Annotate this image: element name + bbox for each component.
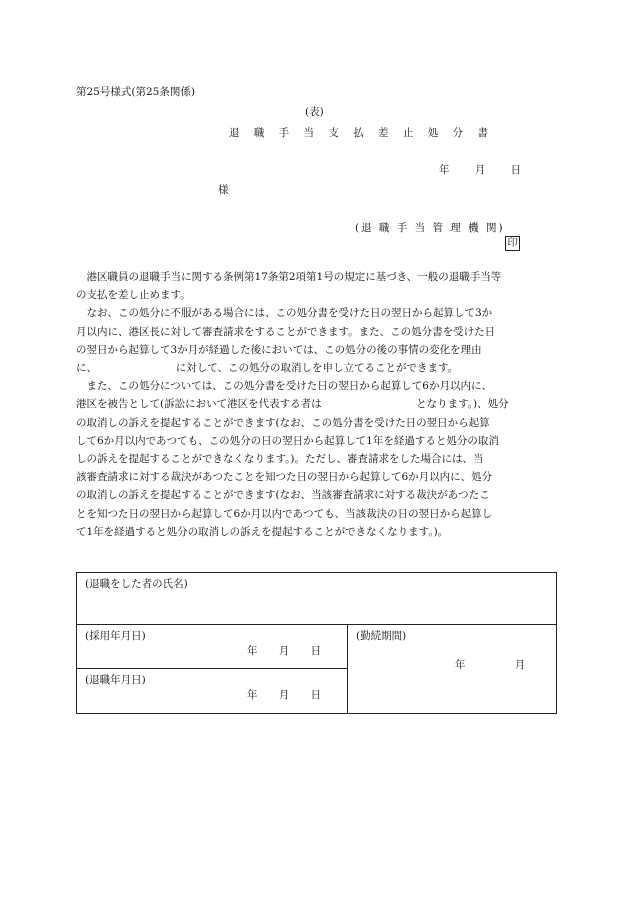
body-line: なお、この処分に不服がある場合には、この処分書を受けた日の翌日から起算して3か [86, 307, 493, 320]
hire-date-value: 年 月 日 [247, 645, 322, 657]
body-line: て1年を経過すると処分の取消しの訴えを提起することができなくなります。)。 [76, 525, 449, 538]
notice-body [76, 268, 560, 541]
body-line: また、この処分については、この処分書を受けた日の翌日から起算して6か月以内に、 [86, 380, 492, 393]
body-line: の取消しの訴えを提起することができます(なお、当該審査請求に対する裁決があつたこ [76, 489, 490, 502]
body-line: 月以内に、港区長に対して審査請求をすることができます。また、この処分書を受けた日 [76, 325, 496, 338]
retire-date-value: 年 月 日 [247, 689, 322, 701]
document-title: 退 職 手 当 支 払 差 止 処 分 書 [229, 127, 494, 139]
addressee-suffix: 様 [218, 184, 229, 196]
body-line: の翌日から起算して3か月が経過した後においては、この処分の後の事情の変化を理由 [76, 343, 482, 356]
body-line: 港区職員の退職手当に関する条例第17条第2項第1号の規定に基づき、一般の退職手当等 [86, 271, 502, 283]
service-period-value: 年 月 [455, 659, 526, 671]
body-line: しの訴えを提起することができなくなります。)。ただし、審査請求をした場合には、当 [76, 453, 484, 466]
retiree-name-label: (退職をした者の氏名) [85, 578, 188, 590]
body-line: とを知つた日の翌日から起算して6か月以内であつても、当該裁決の日の翌日から起算し [76, 507, 493, 520]
side-label: (表) [305, 106, 324, 118]
body-line: の取消しの訴えを提起することができます(なお、この処分書を受けた日の翌日から起算 [76, 416, 490, 429]
retiree-name-cell[interactable] [77, 573, 556, 625]
body-line: して6か月以内であつても、この処分の日の翌日から起算して1年を経過すると処分の取消 [76, 434, 499, 447]
retiree-info-table [76, 572, 557, 714]
body-line: 港区を被告として(訴訟において港区を代表する者は となります。)、処分 [76, 398, 509, 411]
issuer-name: (退 職 手 当 管 理 機 関) [355, 222, 505, 234]
body-line: に、 に対して、この処分の取消しを申し立てることができます。 [76, 362, 459, 375]
retire-date-label: (退職年月日) [85, 674, 146, 686]
hire-date-label: (採用年月日) [85, 630, 146, 642]
form-number: 第25号様式(第25条関係) [76, 86, 195, 98]
body-line: の支払を差し止めます。 [76, 289, 191, 302]
service-period-cell[interactable] [348, 625, 556, 713]
issue-date: 年 月 日 [439, 164, 522, 176]
dates-column [77, 625, 348, 713]
hire-date-cell[interactable] [77, 625, 347, 669]
retire-date-cell[interactable] [77, 669, 347, 713]
service-period-label: (勤続期間) [356, 630, 407, 642]
body-line: 該審査請求に対する裁決があつたことを知つた日の翌日から起算して6か月以内に、処分 [76, 471, 493, 484]
seal-mark: 印 [505, 236, 520, 251]
